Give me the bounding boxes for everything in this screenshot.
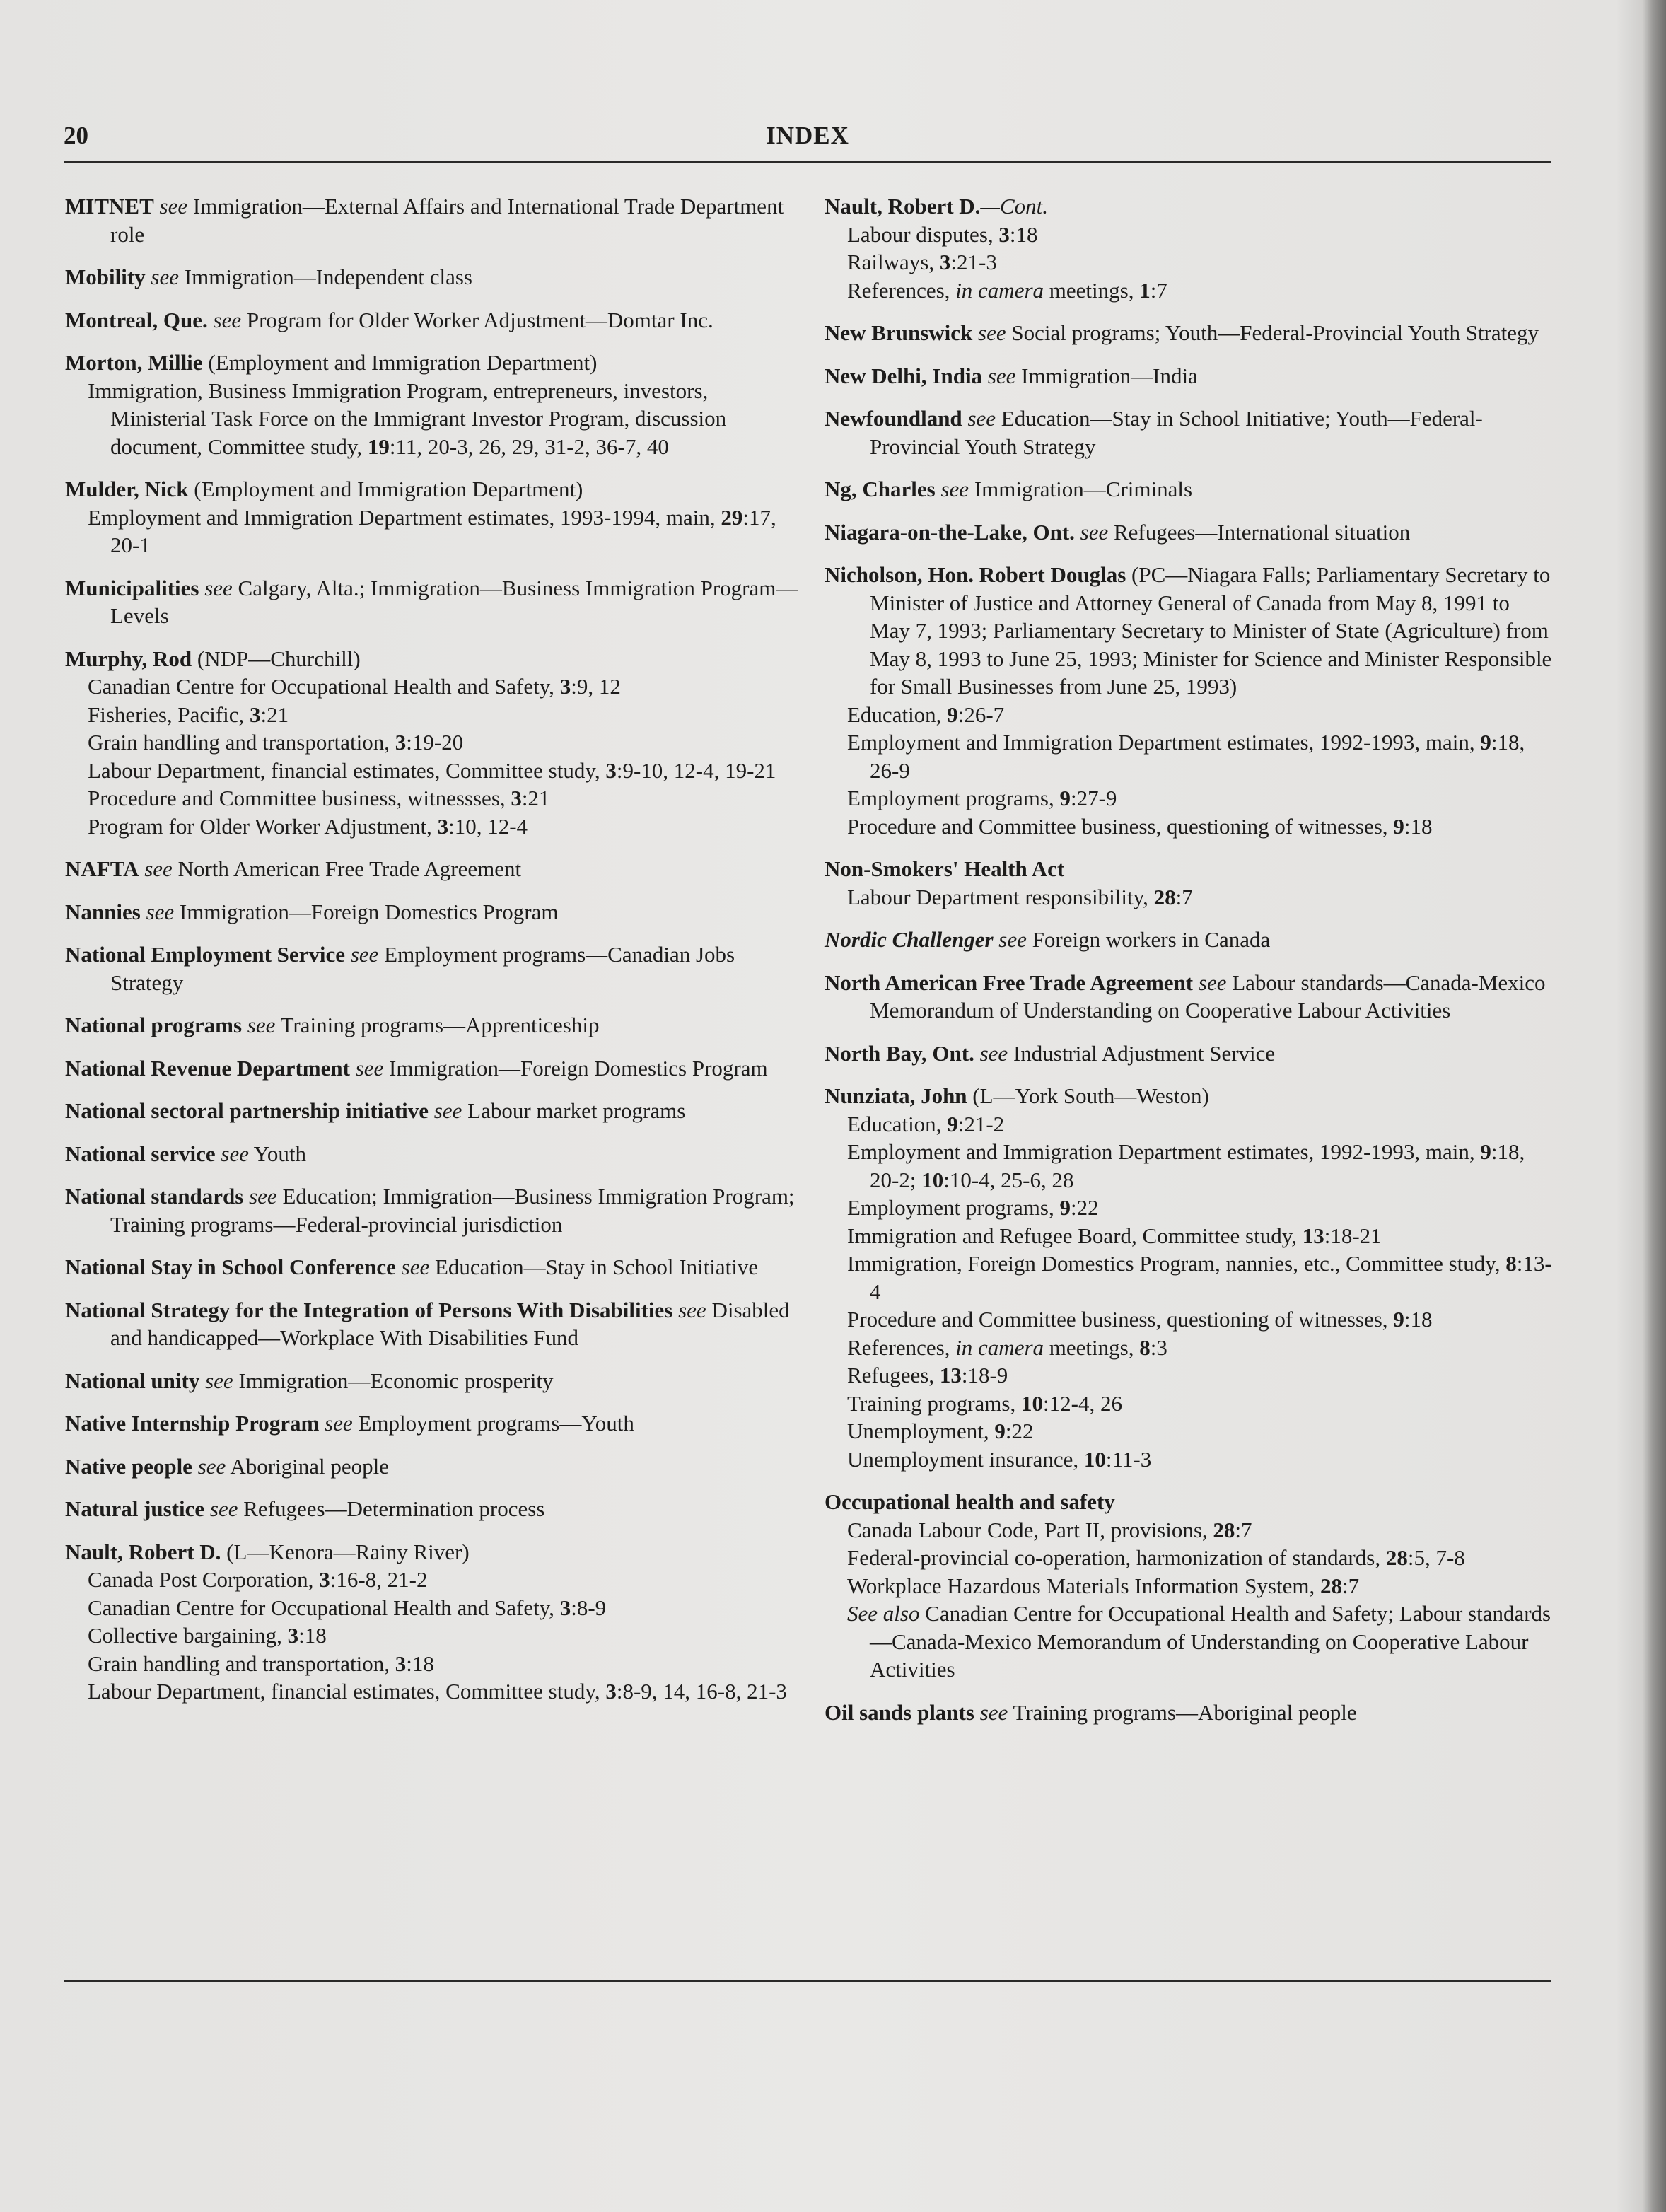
see-label: see — [987, 363, 1016, 388]
subentry-text: Procedure and Committee business, witnessses, — [88, 786, 506, 810]
entry-reference: Immigration—Foreign Domestics Program — [179, 899, 559, 924]
entry-reference: Immigration—Foreign Domestics Program — [389, 1055, 768, 1081]
entry-heading — [825, 926, 1553, 954]
entry-heading — [825, 518, 1553, 547]
entry-heading — [65, 192, 800, 248]
subentry-text: Grain handling and transportation, — [88, 730, 390, 755]
subentry-text: Employment programs, — [847, 786, 1054, 810]
entry-reference: Education; Immigration—Business Immigration Program; Training programs—Federal-provincial jurisdiction — [110, 1184, 795, 1237]
entry-reference: Youth — [253, 1141, 306, 1166]
entry-reference: Immigration—India — [1021, 363, 1198, 388]
see-also-label: See also — [847, 1601, 920, 1626]
subentry — [825, 813, 1553, 841]
page-refs: 10:12-4, 26 — [1021, 1390, 1122, 1416]
subentry — [65, 1650, 800, 1678]
subentry — [825, 248, 1553, 276]
index-entry — [825, 192, 1553, 304]
entry-heading — [825, 192, 1553, 221]
subentry — [65, 813, 800, 841]
index-entry — [65, 941, 800, 996]
subentry-text: Canada Post Corporation, — [88, 1567, 314, 1592]
see-label: see — [197, 1453, 226, 1479]
left-column — [65, 192, 800, 1721]
entry-reference: Immigration—Economic prosperity — [238, 1368, 554, 1393]
entry-heading — [825, 969, 1553, 1025]
entry-reference: Education—Stay in School Initiative — [434, 1255, 759, 1279]
subentry-text: Canadian Centre for Occupational Health and Safety; Labour standards—Canada-Mexico Memorandum of Understanding on Cooperative Labour Activities — [870, 1601, 1551, 1682]
headword: Nicholson, Hon. Robert Douglas — [825, 562, 1126, 587]
entry-heading — [65, 1253, 800, 1281]
subentry — [825, 1516, 1553, 1544]
page-refs: 3:8-9, 14, 16-8, 21-3 — [605, 1679, 787, 1704]
headword: Mulder, Nick — [65, 477, 189, 501]
page-refs: 28:7 — [1153, 884, 1193, 909]
continuation-mark: —Cont. — [980, 194, 1049, 219]
header-rule — [64, 161, 1551, 163]
subentry — [65, 728, 800, 757]
headword: Niagara-on-the-Lake, Ont. — [825, 519, 1075, 545]
index-entry — [825, 518, 1553, 547]
entry-reference: Industrial Adjustment Service — [1013, 1040, 1276, 1066]
subentry-text: Labour Department, financial estimates, Committee study, — [88, 757, 600, 783]
right-column — [825, 192, 1553, 1741]
headword: National Stay in School Conference — [65, 1255, 396, 1279]
entry-heading — [825, 319, 1553, 347]
subentry — [825, 1361, 1553, 1390]
subentry — [825, 1110, 1553, 1139]
page-refs: 3:21-3 — [939, 250, 997, 274]
page-refs: 9:18 — [1393, 1307, 1433, 1332]
index-entry — [65, 475, 800, 559]
subentry — [65, 701, 800, 729]
headword: Murphy, Rod — [65, 646, 192, 671]
entry-heading — [65, 1495, 800, 1523]
page-refs: 9:26-7 — [947, 702, 1005, 727]
index-entry — [65, 1253, 800, 1281]
see-label: see — [978, 320, 1006, 345]
entry-reference: Calgary, Alta.; Immigration—Business Immigration Program—Levels — [110, 575, 798, 628]
subentry — [825, 1390, 1553, 1418]
subentry-text: Education, — [847, 1111, 942, 1136]
subentry-text: Program for Older Worker Adjustment, — [88, 813, 432, 839]
entry-heading — [825, 855, 1553, 883]
subentry — [825, 221, 1553, 249]
headword: National unity — [65, 1368, 200, 1393]
index-entry — [65, 1495, 800, 1523]
page-title: INDEX — [766, 122, 849, 149]
entry-heading — [65, 898, 800, 926]
headword: NAFTA — [65, 856, 139, 881]
see-label: see — [209, 1496, 238, 1521]
entry-heading — [65, 855, 800, 883]
entry-heading — [825, 1699, 1553, 1727]
entry-heading — [65, 1011, 800, 1040]
headword: Native Internship Program — [65, 1411, 320, 1436]
page-refs: 3:9-10, 12-4, 19-21 — [605, 757, 776, 783]
see-label: see — [146, 899, 175, 924]
headword: Occupational health and safety — [825, 1489, 1115, 1514]
headword: National sectoral partnership initiative — [65, 1098, 429, 1123]
subentry-text: Labour Department, financial estimates, Committee study, — [88, 1679, 600, 1704]
subentry — [825, 1250, 1553, 1305]
footer-rule — [64, 1980, 1551, 1982]
page-refs: 3:8-9 — [559, 1595, 607, 1620]
headword: MITNET — [65, 194, 154, 219]
headword: National Employment Service — [65, 942, 346, 967]
entry-heading — [65, 645, 800, 673]
entry-reference: Disabled and handicapped—Workplace With Disabilities Fund — [110, 1297, 790, 1350]
subentry-text: meetings, — [1049, 1334, 1134, 1360]
subentry-text: Collective bargaining, — [88, 1623, 282, 1648]
headword: Nordic Challenger — [825, 927, 994, 952]
subentry-italic: in camera — [955, 277, 1044, 303]
headword: New Delhi, India — [825, 363, 983, 388]
see-label: see — [433, 1098, 462, 1123]
entry-reference: (L—York South—Weston) — [972, 1083, 1209, 1108]
index-entry — [65, 1453, 800, 1481]
subentry-text: Labour Department responsibility, — [847, 884, 1148, 909]
page-refs: 8:3 — [1139, 1334, 1167, 1360]
entry-reference: Training programs—Aboriginal people — [1013, 1699, 1357, 1725]
headword: National service — [65, 1141, 216, 1166]
subentry-text: Federal-provincial co-operation, harmonization of standards, — [847, 1545, 1381, 1570]
index-entry — [825, 969, 1553, 1025]
index-entry — [825, 855, 1553, 911]
subentry — [825, 1138, 1553, 1194]
entry-reference: Training programs—Apprenticeship — [280, 1013, 600, 1037]
entry-heading — [825, 1082, 1553, 1110]
see-label: see — [967, 406, 996, 431]
see-label: see — [159, 194, 188, 219]
entry-heading — [65, 1409, 800, 1438]
subentry-text: Immigration, Business Immigration Program, entrepreneurs, investors, Ministerial Task Force on the Immigrant Investor Program, discussion document, Committee study, — [88, 378, 727, 459]
subentry-text: References, — [847, 277, 950, 303]
page-refs: 29:17, 20-1 — [110, 504, 776, 557]
page-refs: 9:18, 26-9 — [870, 730, 1525, 783]
subentry-text: Employment and Immigration Department estimates, 1993-1994, main, — [88, 504, 716, 530]
headword: New Brunswick — [825, 320, 973, 345]
entry-heading — [825, 362, 1553, 390]
page-refs: 28:7 — [1213, 1517, 1252, 1542]
entry-heading — [65, 941, 800, 996]
entry-heading — [825, 561, 1553, 701]
page-refs: 9:18, 20-2; 10:10-4, 25-6, 28 — [870, 1139, 1525, 1192]
subentry — [825, 1305, 1553, 1334]
entry-reference: Refugees—International situation — [1114, 519, 1411, 545]
page-number: 20 — [64, 122, 88, 149]
subentry — [65, 503, 800, 559]
headword: National programs — [65, 1013, 243, 1037]
see-label: see — [204, 575, 233, 600]
subentry-text: Unemployment insurance, — [847, 1446, 1079, 1472]
page-refs: 28:5, 7-8 — [1385, 1545, 1465, 1570]
subentry — [825, 1334, 1553, 1362]
headword: North Bay, Ont. — [825, 1040, 974, 1066]
subentry — [65, 1594, 800, 1622]
headword: Mobility — [65, 264, 146, 289]
index-entry — [65, 574, 800, 630]
page-refs: 10:11-3 — [1083, 1446, 1152, 1472]
entry-heading — [65, 1182, 800, 1238]
see-label: see — [205, 1368, 233, 1393]
subentry — [825, 1544, 1553, 1572]
subentry-text: Canadian Centre for Occupational Health and Safety, — [88, 674, 554, 699]
see-label: see — [355, 1055, 384, 1081]
headword: National Revenue Department — [65, 1055, 350, 1081]
entry-heading — [825, 475, 1553, 503]
headword: Oil sands plants — [825, 1699, 974, 1725]
index-entry — [65, 1182, 800, 1238]
index-entry — [65, 192, 800, 248]
subentry-text: References, — [847, 1334, 950, 1360]
subentry-text: Immigration, Foreign Domestics Program, nannies, etc., Committee study, — [847, 1251, 1501, 1276]
headword: Nault, Robert D. — [825, 194, 981, 219]
page-refs: 19:11, 20-3, 26, 29, 31-2, 36-7, 40 — [367, 433, 669, 459]
index-entry — [825, 404, 1553, 460]
index-entry — [825, 926, 1553, 954]
entry-reference: Education—Stay in School Initiative; Youth—Federal-Provincial Youth Strategy — [870, 406, 1483, 459]
headword: Natural justice — [65, 1496, 205, 1521]
headword: Native people — [65, 1453, 192, 1479]
subentry-text: Refugees, — [847, 1363, 935, 1387]
index-entry — [65, 645, 800, 841]
subentry-text: Workplace Hazardous Materials Information System, — [847, 1573, 1315, 1598]
headword: Nunziata, John — [825, 1083, 967, 1108]
entry-heading — [65, 1538, 800, 1566]
index-entry — [825, 1699, 1553, 1727]
entry-reference: Labour standards—Canada-Mexico Memorandum of Understanding on Cooperative Labour Activities — [870, 970, 1546, 1023]
see-label: see — [213, 307, 242, 332]
see-label: see — [325, 1411, 353, 1436]
subentry-text: Immigration and Refugee Board, Committee study, — [847, 1223, 1297, 1248]
entry-heading — [825, 1488, 1553, 1516]
index-entry — [65, 855, 800, 883]
page-refs: 3:21 — [250, 702, 289, 727]
subentry — [825, 1222, 1553, 1250]
entry-reference: (PC—Niagara Falls; Parliamentary Secretary to Minister of Justice and Attorney General of Canada from May 8, 1991 to May 7, 1993; Parliamentary Secretary to Minister of State (Agriculture) from May 8, 1993 to June 25, 1993; Minister for Science and Minister Responsible for Small Businesses from June 25, 1993) — [870, 562, 1552, 699]
entry-heading — [65, 263, 800, 291]
index-entry — [825, 362, 1553, 390]
subentry — [65, 1622, 800, 1650]
subentry-italic: in camera — [955, 1334, 1044, 1360]
entry-heading — [65, 1097, 800, 1125]
subentry-text: Employment and Immigration Department estimates, 1992-1993, main, — [847, 1139, 1475, 1164]
entry-reference: Employment programs—Canadian Jobs Strategy — [110, 942, 735, 995]
entry-heading — [825, 1040, 1553, 1068]
headword: Newfoundland — [825, 406, 962, 431]
entry-heading — [65, 1054, 800, 1083]
entry-heading — [65, 349, 800, 377]
see-label: see — [979, 1040, 1008, 1066]
page-refs: 28:7 — [1320, 1573, 1360, 1598]
entry-heading — [65, 306, 800, 334]
index-entry — [825, 475, 1553, 503]
see-label: see — [247, 1013, 276, 1037]
see-label: see — [144, 856, 173, 881]
subentry-text: Labour disputes, — [847, 221, 994, 247]
subentry-text: Grain handling and transportation, — [88, 1651, 390, 1676]
headword: Non-Smokers' Health Act — [825, 856, 1065, 881]
page-refs: 8:13-4 — [870, 1251, 1552, 1304]
entry-reference: Social programs; Youth—Federal-Provincial Youth Strategy — [1011, 320, 1539, 345]
index-entry — [65, 349, 800, 460]
subentry — [65, 1566, 800, 1594]
page-refs: 9:22 — [1059, 1195, 1099, 1220]
subentry — [65, 784, 800, 813]
index-entry — [65, 263, 800, 291]
see-label: see — [249, 1184, 277, 1209]
page-refs: 9:21-2 — [947, 1111, 1005, 1136]
subentry — [825, 1600, 1553, 1684]
headword: Nannies — [65, 899, 141, 924]
headword: Ng, Charles — [825, 477, 936, 501]
subentry — [65, 757, 800, 785]
page-refs: 3:18 — [998, 221, 1038, 247]
entry-heading — [65, 475, 800, 503]
subentry — [825, 701, 1553, 729]
page-refs: 3:21 — [511, 786, 550, 810]
see-label: see — [401, 1255, 430, 1279]
subentry — [825, 1194, 1553, 1222]
headword: National Strategy for the Integration of Persons With Disabilities — [65, 1297, 673, 1322]
subentry-text: Procedure and Committee business, questioning of witnesses, — [847, 813, 1388, 839]
see-label: see — [1080, 519, 1109, 545]
subentry — [825, 276, 1553, 305]
see-label: see — [678, 1297, 706, 1322]
entry-reference: (Employment and Immigration Department) — [194, 477, 583, 501]
subentry-text: Railways, — [847, 250, 935, 274]
entry-heading — [65, 574, 800, 630]
subentry — [65, 673, 800, 701]
headword: Morton, Millie — [65, 350, 203, 375]
headword: National standards — [65, 1184, 244, 1209]
subentry — [65, 377, 800, 461]
subentry-text: Education, — [847, 702, 942, 727]
entry-reference: (NDP—Churchill) — [197, 646, 361, 671]
subentry-text: Procedure and Committee business, questioning of witnesses, — [847, 1307, 1388, 1332]
subentry-text: Canada Labour Code, Part II, provisions, — [847, 1517, 1208, 1542]
entry-reference: Aboriginal people — [230, 1453, 390, 1479]
entry-heading — [65, 1140, 800, 1168]
index-entry — [65, 1011, 800, 1040]
headword: Montreal, Que. — [65, 307, 208, 332]
subentry — [65, 1677, 800, 1706]
subentry — [825, 1445, 1553, 1474]
index-entry — [65, 306, 800, 334]
page-refs: 1:7 — [1139, 277, 1167, 303]
subentry — [825, 728, 1553, 784]
page-refs: 13:18-21 — [1302, 1223, 1382, 1248]
index-entry — [65, 1140, 800, 1168]
page-header — [64, 119, 1551, 156]
page-refs: 3:18 — [287, 1623, 327, 1648]
subentry — [825, 784, 1553, 813]
page-refs: 9:27-9 — [1059, 786, 1117, 810]
subentry-text: Training programs, — [847, 1390, 1016, 1416]
index-entry — [65, 1054, 800, 1083]
entry-reference: (L—Kenora—Rainy River) — [226, 1539, 470, 1564]
page-refs: 9:22 — [994, 1419, 1034, 1443]
page-refs: 9:18 — [1393, 813, 1433, 839]
see-label: see — [940, 477, 969, 501]
page-refs: 3:18 — [395, 1651, 434, 1676]
entry-heading — [825, 404, 1553, 460]
subentry-text: Fisheries, Pacific, — [88, 702, 245, 727]
entry-reference: Immigration—External Affairs and International Trade Department role — [110, 194, 784, 247]
entry-reference: Immigration—Criminals — [974, 477, 1193, 501]
page-refs: 13:18-9 — [939, 1363, 1008, 1387]
subentry — [825, 883, 1553, 912]
index-entry — [825, 561, 1553, 840]
index-entry — [825, 319, 1553, 347]
entry-reference: Program for Older Worker Adjustment—Domtar Inc. — [246, 307, 713, 332]
subentry — [825, 1572, 1553, 1600]
headword: North American Free Trade Agreement — [825, 970, 1194, 995]
index-entry — [825, 1040, 1553, 1068]
subentry-text: Employment programs, — [847, 1195, 1054, 1220]
index-entry — [825, 1082, 1553, 1473]
see-label: see — [979, 1699, 1008, 1725]
see-label: see — [221, 1141, 249, 1166]
subentry-text: Employment and Immigration Department estimates, 1992-1993, main, — [847, 730, 1475, 755]
page-refs: 3:10, 12-4 — [437, 813, 528, 839]
entry-reference: Labour market programs — [467, 1098, 686, 1123]
index-entry — [65, 1409, 800, 1438]
entry-reference: Employment programs—Youth — [358, 1411, 634, 1436]
headword: Nault, Robert D. — [65, 1539, 221, 1564]
subentry — [825, 1417, 1553, 1445]
subentry-text: Canadian Centre for Occupational Health and Safety, — [88, 1595, 554, 1620]
entry-heading — [65, 1296, 800, 1352]
subentry-text: Unemployment, — [847, 1419, 989, 1443]
entry-reference: Foreign workers in Canada — [1032, 927, 1271, 952]
page-refs: 3:9, 12 — [559, 674, 621, 699]
index-entry — [65, 1097, 800, 1125]
page-refs: 3:16-8, 21-2 — [319, 1567, 428, 1592]
see-label: see — [998, 927, 1027, 952]
see-label: see — [350, 942, 379, 967]
index-entry — [65, 1296, 800, 1352]
see-label: see — [1198, 970, 1227, 995]
entry-heading — [65, 1453, 800, 1481]
subentry-text: meetings, — [1049, 277, 1134, 303]
index-entry — [65, 1367, 800, 1395]
headword: Municipalities — [65, 575, 199, 600]
see-label: see — [151, 264, 180, 289]
entry-reference: Immigration—Independent class — [184, 264, 472, 289]
page-refs: 3:19-20 — [395, 730, 464, 755]
entry-reference: (Employment and Immigration Department) — [208, 350, 598, 375]
index-entry — [65, 898, 800, 926]
index-entry — [825, 1488, 1553, 1684]
entry-heading — [65, 1367, 800, 1395]
entry-reference: Refugees—Determination process — [243, 1496, 545, 1521]
entry-reference: North American Free Trade Agreement — [177, 856, 522, 881]
index-entry — [65, 1538, 800, 1706]
